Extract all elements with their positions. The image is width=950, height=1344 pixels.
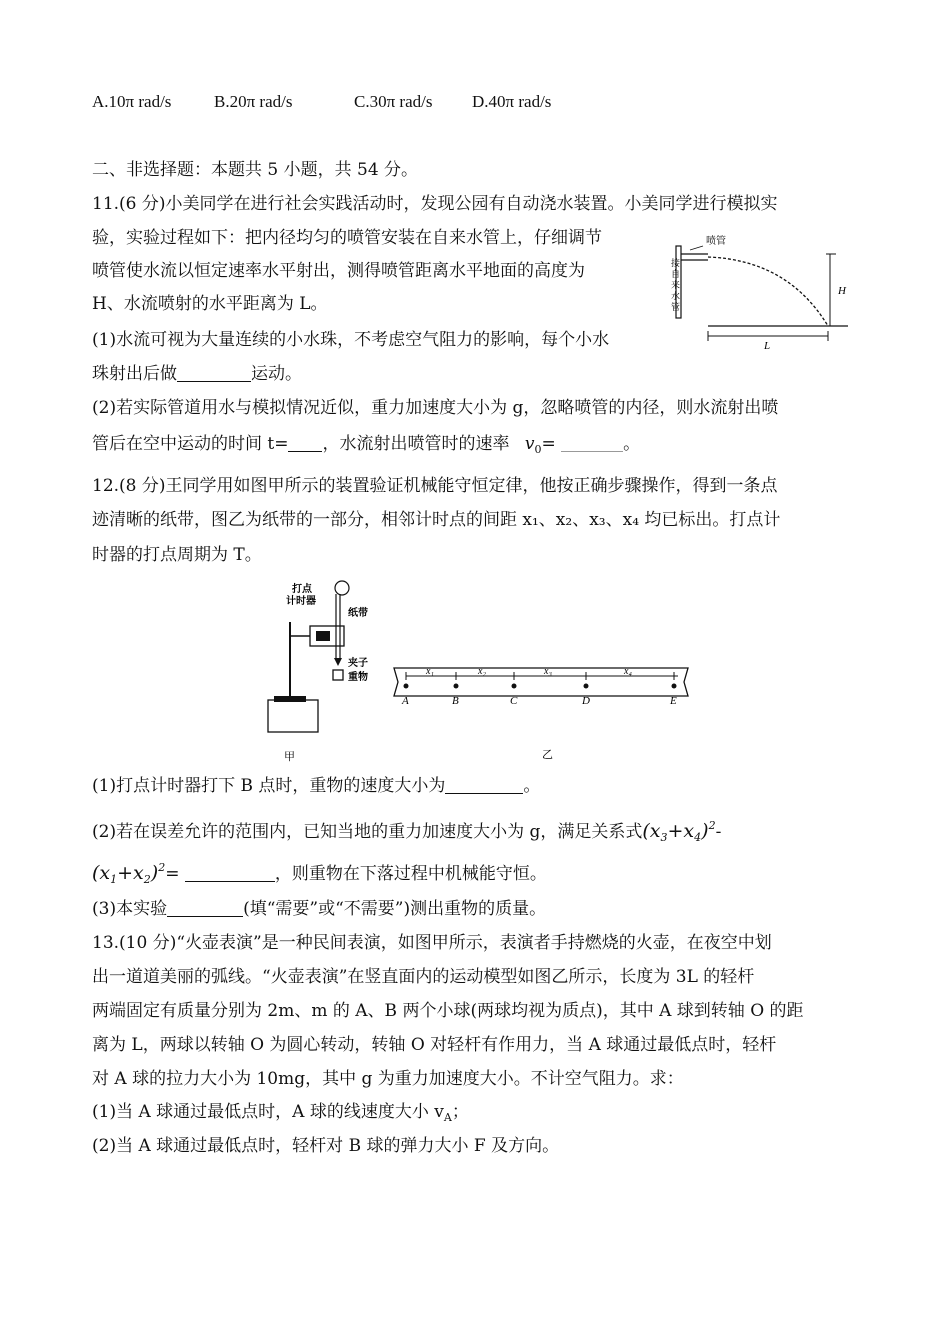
- q12-part3-end: (填“需要”或“不需要”)测出重物的质量。: [243, 899, 547, 919]
- q11-part1-end: 运动。: [251, 364, 302, 384]
- height-label: H: [838, 285, 846, 297]
- tape-outline: [394, 668, 688, 696]
- tap-label-5: 管: [671, 302, 681, 312]
- q12-part1: [92, 774, 540, 798]
- option-b: B.20π rad/s: [214, 92, 293, 111]
- distance-label: L: [764, 340, 771, 352]
- va-subscript: A: [443, 1111, 452, 1124]
- q12-part3: [92, 897, 546, 921]
- q12-part2-cont: [92, 856, 547, 892]
- option-c: C.30π rad/s: [354, 92, 433, 111]
- q12-part2: [92, 814, 721, 850]
- q11-line-7: (2)若实际管道用水与模拟情况近似，重力加速度大小为 g，忽略喷管的内径，则水流射出喷: [92, 398, 779, 418]
- q12-line-2: 迹清晰的纸带，图乙为纸带的一部分，相邻计时点的间距 x₁、x₂、x₃、x₄ 均已标出。打点计: [92, 510, 781, 530]
- timer-label-2: 计时器: [286, 596, 316, 607]
- q12-blank-relation[interactable]: [185, 863, 275, 882]
- q11-part2-text: 管后在空中运动的时间 t=: [92, 434, 289, 454]
- q11-line-5: (1)水流可视为大量连续的小水珠，不考虑空气阻力的影响，每个小水: [92, 330, 610, 350]
- q12-part2-end: ，则重物在下落过程中机械能守恒。: [274, 864, 547, 884]
- q12-line-3: 时器的打点周期为 T。: [92, 545, 262, 565]
- x3-label: x₃: [544, 666, 552, 677]
- weight-icon: [333, 670, 343, 680]
- tap-label-2: 自: [671, 269, 681, 279]
- v0-equals: =: [541, 434, 556, 454]
- v0-subscript: 0: [534, 443, 542, 456]
- q11-line-4: H、水流喷射的水平距离为 L。: [92, 294, 328, 314]
- q11-line-2: 验，实验过程如下：把内径均匀的喷管安装在自来水管上，仔细调节: [92, 228, 602, 248]
- tap-label-4: 水: [671, 291, 681, 301]
- water-trajectory: [708, 257, 828, 326]
- q11-blank-speed[interactable]: [561, 433, 623, 452]
- q12-part3-text: (3)本实验: [92, 899, 168, 919]
- q11-line-6: [92, 362, 302, 386]
- q11-line-8: [92, 432, 640, 462]
- q12-part2-text: (2)若在误差允许的范围内，已知当地的重力加速度大小为 g，满足关系式: [92, 822, 643, 842]
- q12-figure-apparatus: [262, 574, 382, 766]
- label-c: C: [510, 695, 518, 707]
- point-e: [672, 684, 677, 689]
- tap-label-3: 来: [671, 280, 681, 290]
- point-c: [512, 684, 517, 689]
- q13-line-5: 对 A 球的拉力大小为 10mg，其中 g 为重力加速度大小。不计空气阻力。求：: [92, 1069, 684, 1089]
- figure-b-caption: 乙: [542, 749, 553, 761]
- timer-core: [316, 631, 330, 641]
- nozzle-pointer: [690, 246, 703, 250]
- section-title: 二、非选择题：本题共 5 小题，共 54 分。: [92, 160, 419, 180]
- q11-blank-motion[interactable]: [177, 363, 251, 382]
- q11-part2-end: 。: [623, 434, 641, 454]
- point-a: [404, 684, 409, 689]
- clip-label: 夹子: [348, 658, 368, 669]
- x1-label: x₁: [426, 666, 434, 677]
- q13-part1-text: (1)当 A 球通过最低点时，A 球的线速度大小 v: [92, 1102, 444, 1122]
- timer-label-1: 打点: [292, 584, 312, 595]
- label-a: A: [402, 695, 409, 707]
- q12-part1-end: 。: [523, 776, 541, 796]
- q13-line-6: [92, 1100, 469, 1130]
- q11-part1-text: 珠射出后做: [92, 364, 177, 384]
- point-d: [584, 684, 589, 689]
- q13-line-7: (2)当 A 球通过最低点时，轻杆对 B 球的弹力大小 F 及方向。: [92, 1136, 560, 1156]
- q12-blank-speed[interactable]: [445, 775, 523, 794]
- q13-line-4: 离为 L，两球以转轴 O 为圆心转动，转轴 O 对轻杆有作用力，当 A 球通过最低点时，轻杆: [92, 1035, 777, 1055]
- tape-label: 纸带: [348, 608, 368, 619]
- label-e: E: [670, 695, 677, 707]
- q11-line-1: 11.(6 分)小美同学在进行社会实践活动时，发现公园有自动浇水装置。小美同学进行模拟实: [92, 194, 778, 214]
- q11-part2-mid: ，水流射出喷管时的速率: [322, 434, 510, 454]
- table: [268, 700, 318, 732]
- q13-line-3: 两端固定有质量分别为 2m、m 的 A、B 两个小球(两球均视为质点)，其中 A 球到转轴 O 的距: [92, 1001, 804, 1021]
- q12-blank-mass[interactable]: [167, 898, 243, 917]
- q11-line-3: 喷管使水流以恒定速率水平射出，测得喷管距离水平地面的高度为: [92, 261, 585, 281]
- q12-part1-text: (1)打点计时器打下 B 点时，重物的速度大小为: [92, 776, 446, 796]
- formula-minus: -: [715, 822, 722, 842]
- formula-x1-x2: $(x_1+x_2)^2$: [92, 861, 166, 886]
- figure-a-caption: 甲: [284, 751, 295, 763]
- hand-icon: [335, 581, 349, 595]
- clip-icon: [334, 658, 342, 666]
- q12-line-1: 12.(8 分)王同学用如图甲所示的装置验证机械能守恒定律，他按正确步骤操作，得到一条点: [92, 476, 778, 496]
- x2-label: x₂: [478, 666, 486, 677]
- weight-label: 重物: [348, 672, 368, 683]
- q12-figure-tape: [392, 660, 692, 764]
- stand-base: [274, 696, 306, 702]
- q11-blank-time[interactable]: [288, 433, 322, 452]
- q13-line-2: 出一道道美丽的弧线。“火壶表演”在竖直面内的运动模型如图乙所示，长度为 3L 的轻杆: [92, 967, 755, 987]
- x4-label: x₄: [624, 666, 632, 677]
- label-b: B: [452, 695, 459, 707]
- label-d: D: [582, 695, 590, 707]
- nozzle-label: 喷管: [706, 236, 726, 247]
- v0-symbol: v: [524, 434, 535, 454]
- point-b: [454, 684, 459, 689]
- option-d: D.40π rad/s: [472, 92, 552, 111]
- q11-figure: [668, 226, 858, 356]
- formula-equals: =: [165, 864, 180, 884]
- tap-label-1: 接: [671, 258, 681, 268]
- formula-x3-x4: $(x_3+x_4)^2$: [642, 819, 716, 844]
- q13-line-1: 13.(10 分)“火壶表演”是一种民间表演，如图甲所示，表演者手持燃烧的火壶，在夜空中划: [92, 933, 772, 953]
- q13-part1-end: ；: [451, 1102, 469, 1122]
- option-a: A.10π rad/s: [92, 92, 172, 111]
